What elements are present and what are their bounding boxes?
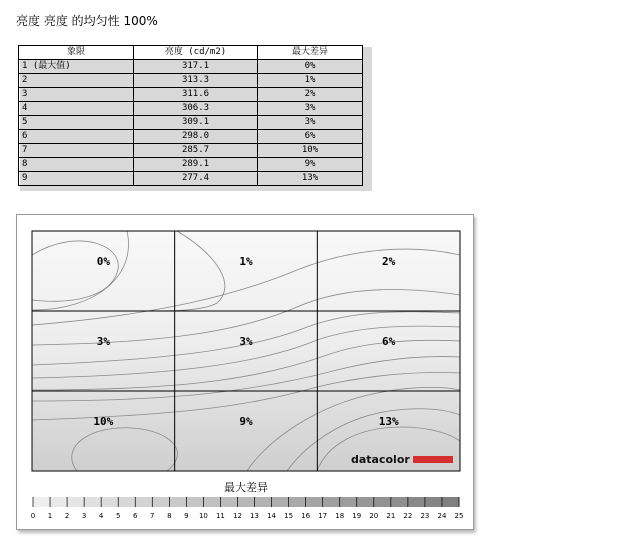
scale-segment (101, 497, 119, 507)
scale-segment (306, 497, 324, 507)
scale-tick-label: 17 (318, 512, 328, 520)
scale-segment (289, 497, 307, 507)
scale-tick-label: 4 (98, 512, 104, 520)
cell-diff: 10% (258, 144, 363, 158)
cell-quadrant: 1 (最大值) (19, 60, 134, 74)
cell-luminance: 309.1 (134, 116, 258, 130)
cell-label: 6% (382, 335, 396, 348)
cell-diff: 1% (258, 74, 363, 88)
scale-segment (118, 497, 136, 507)
scale-tick-label: 25 (454, 512, 464, 520)
scale-segment (374, 497, 392, 507)
table-row (19, 102, 363, 116)
cell-quadrant: 5 (19, 116, 134, 130)
header-quadrant: 象限 (19, 46, 134, 60)
cell-diff: 13% (258, 172, 363, 186)
scale-tick-label: 16 (301, 512, 311, 520)
table-row (19, 172, 363, 186)
scale-tick-label: 18 (335, 512, 345, 520)
scale-tick-label: 23 (420, 512, 430, 520)
scale-tick-label: 22 (403, 512, 413, 520)
table-row (19, 144, 363, 158)
cell-quadrant: 3 (19, 88, 134, 102)
cell-label: 13% (378, 415, 399, 428)
table-row (19, 60, 363, 74)
cell-diff: 9% (258, 158, 363, 172)
cell-quadrant: 7 (19, 144, 134, 158)
scale-tick-label: 21 (386, 512, 396, 520)
scale-bar (33, 497, 460, 507)
header-max-diff: 最大差异 (258, 46, 363, 60)
scale-tick-label: 1 (47, 512, 53, 520)
scale-segment (237, 497, 255, 507)
scale-segment (67, 497, 85, 507)
scale-title: 最大差异 (224, 481, 268, 494)
scale-tick-label: 12 (233, 512, 242, 520)
cell-luminance: 306.3 (134, 102, 258, 116)
scale-segment (408, 497, 426, 507)
cell-label: 2% (382, 255, 396, 268)
scale-tick-label: 11 (215, 512, 225, 520)
cell-diff: 2% (258, 88, 363, 102)
cell-luminance: 289.1 (134, 158, 258, 172)
scale-segment (84, 497, 102, 507)
scale-segment (135, 497, 153, 507)
scale-tick-label: 14 (267, 512, 277, 520)
cell-diff: 3% (258, 102, 363, 116)
watermark-bar (413, 456, 453, 463)
scale-tick-label: 15 (284, 512, 294, 520)
cell-label: 9% (239, 415, 253, 428)
cell-luminance: 311.6 (134, 88, 258, 102)
table-row (19, 130, 363, 144)
cell-luminance: 277.4 (134, 172, 258, 186)
header-luminance: 亮度 (cd/m2) (134, 46, 258, 60)
scale-segment (442, 497, 460, 507)
cell-label: 1% (239, 255, 253, 268)
scale-tick-label: 2 (64, 512, 70, 520)
table-row (19, 158, 363, 172)
cell-label: 10% (93, 415, 114, 428)
scale-segment (186, 497, 204, 507)
scale-segment (272, 497, 290, 507)
scale-tick-label: 0 (30, 512, 36, 520)
scale-segment (169, 497, 187, 507)
scale-segment (220, 497, 238, 507)
cell-label: 3% (239, 335, 253, 348)
cell-luminance: 313.3 (134, 74, 258, 88)
scale-tick-label: 6 (133, 512, 138, 520)
cell-quadrant: 8 (19, 158, 134, 172)
cell-quadrant: 4 (19, 102, 134, 116)
scale-segment (425, 497, 443, 507)
cell-diff: 0% (258, 60, 363, 74)
scale-tick-label: 24 (437, 512, 447, 520)
table-row (19, 116, 363, 130)
scale-tick-label: 7 (150, 512, 155, 520)
scale-tick-label: 19 (352, 512, 362, 520)
cell-diff: 6% (258, 130, 363, 144)
scale-segment (152, 497, 170, 507)
watermark-text: datacolor (351, 453, 410, 466)
cell-quadrant: 6 (19, 130, 134, 144)
table-row (19, 74, 363, 88)
uniformity-chart-frame (16, 214, 474, 530)
scale-tick-label: 3 (81, 512, 87, 520)
scale-segment (33, 497, 51, 507)
table-header-row (19, 46, 363, 60)
cell-luminance: 317.1 (134, 60, 258, 74)
scale-segment (357, 497, 375, 507)
cell-diff: 3% (258, 116, 363, 130)
uniformity-chart (17, 215, 473, 529)
scale-segment (340, 497, 358, 507)
scale-segment (391, 497, 409, 507)
cell-label: 0% (96, 255, 110, 268)
scale-tick-label: 5 (115, 512, 121, 520)
scale-tick-label: 20 (369, 512, 379, 520)
scale-tick-label: 13 (250, 512, 259, 520)
scale-segment (50, 497, 68, 507)
cell-luminance: 298.0 (134, 130, 258, 144)
scale-tick-label: 8 (167, 512, 172, 520)
page-title: 亮度 亮度 的均匀性 100% (16, 14, 158, 28)
uniformity-table (18, 45, 363, 186)
scale-segment (203, 497, 221, 507)
table-row (19, 88, 363, 102)
cell-quadrant: 9 (19, 172, 134, 186)
scale-segment (323, 497, 341, 507)
cell-luminance: 285.7 (134, 144, 258, 158)
cell-quadrant: 2 (19, 74, 134, 88)
scale-tick-label: 9 (184, 512, 189, 520)
scale-segment (255, 497, 273, 507)
cell-label: 3% (96, 335, 110, 348)
scale-tick-label: 10 (198, 512, 208, 520)
